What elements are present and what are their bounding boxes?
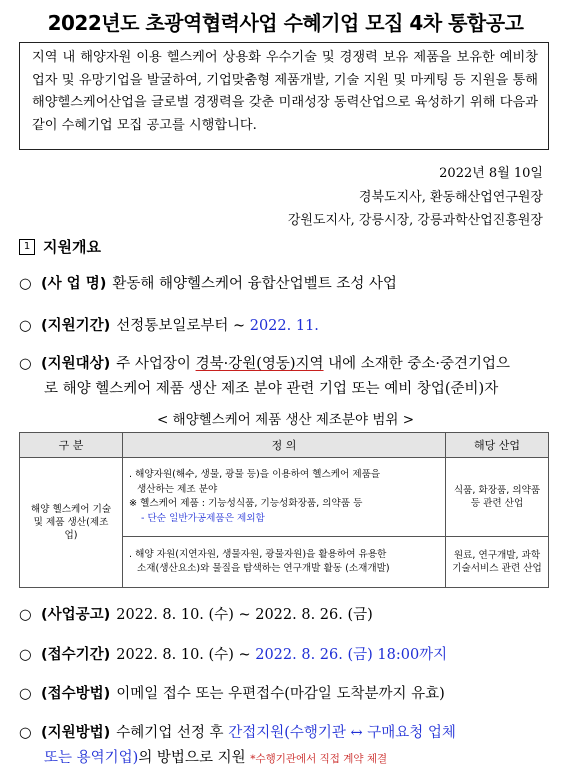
item-value-highlight: 간접지원(수행기관 ↔ 구매요청 업체	[228, 725, 456, 741]
item-key: (접수기간)	[41, 647, 111, 663]
circle-bullet-icon: ○	[19, 686, 32, 702]
table-industry-cell: 식품, 화장품, 의약품 등 관련 산업	[446, 458, 549, 537]
item-value: 이메일 접수 또는 우편접수(마감일 도착분까지 유효)	[116, 686, 445, 702]
circle-bullet-icon: ○	[19, 276, 32, 292]
item-support-method-line2	[44, 746, 387, 767]
item-project	[19, 272, 397, 293]
scope-table	[19, 432, 549, 588]
item-key: (사업공고)	[41, 607, 111, 623]
item-value-highlight: 2022. 8. 26. (금) 18:00까지	[255, 647, 448, 663]
circle-bullet-icon: ○	[19, 356, 32, 372]
item-target-line2: 로 해양 헬스케어 제품 생산 제조 분야 관련 기업 또는 예비 창업(준비)자	[44, 381, 499, 397]
support-note: *수행기관에서 직접 계약 체결	[250, 753, 388, 765]
table-header: 해당 산업	[446, 433, 549, 458]
item-key: (사 업 명)	[41, 276, 107, 292]
item-value: 선정통보일로부터 ~	[116, 318, 250, 334]
circle-bullet-icon: ○	[19, 318, 32, 334]
item-key: (지원기간)	[41, 318, 111, 334]
item-value: 2022. 8. 10. (수) ~	[116, 647, 256, 663]
table-industry-cell: 원료, 연구개발, 과학기술서비스 관련 산업	[446, 537, 549, 588]
item-target	[19, 352, 510, 373]
item-value: 2022. 8. 10. (수) ~ 2022. 8. 26. (금)	[116, 607, 373, 623]
table-header: 구 분	[20, 433, 123, 458]
table-definition-cell	[123, 537, 446, 588]
item-period	[19, 314, 319, 335]
circle-bullet-icon: ○	[19, 647, 32, 663]
item-receipt-method	[19, 682, 445, 703]
item-key: (접수방법)	[41, 686, 111, 702]
item-value: 주 사업장이	[116, 356, 196, 372]
item-support-method	[19, 721, 456, 742]
section-heading	[19, 236, 101, 257]
section-title: 지원개요	[43, 238, 101, 256]
issuer-line-2: 강원도지사, 강릉시장, 강릉과학산업진흥원장	[287, 213, 543, 228]
definition-line: . 해양 자원(지연자원, 생물자원, 광물자원)을 활용하여 유용한	[129, 548, 387, 560]
item-announce	[19, 603, 373, 624]
table-category-cell: 해양 헬스케어 기술 및 제품 생산(제조업)	[20, 458, 123, 588]
item-value-highlight: 또는 용역기업)	[44, 750, 139, 766]
definition-exclusion: - 단순 일반가공제품은 제외함	[141, 512, 265, 524]
table-caption: < 해양헬스케어 제품 생산 제조분야 범위 >	[156, 412, 415, 428]
page-title: 2022년도 초광역협력사업 수혜기업 모집 4차 통합공고	[47, 11, 524, 35]
section-number-box: 1	[19, 239, 35, 255]
item-key: (지원방법)	[41, 725, 111, 741]
issuer-line-1: 경북도지사, 환동해산업연구원장	[358, 190, 543, 205]
circle-bullet-icon: ○	[19, 607, 32, 623]
definition-line: . 해양자원(해수, 생물, 광물 등)을 이용하여 헬스케어 제품을	[129, 469, 381, 480]
table-row	[20, 458, 549, 537]
definition-line: 생산하는 제조 분야	[137, 483, 218, 495]
target-region: 경북·강원(영동)지역	[195, 356, 324, 372]
circle-bullet-icon: ○	[19, 725, 32, 741]
definition-note: ※ 헬스케어 제품 : 기능성식품, 기능성화장품, 의약품 등	[129, 498, 363, 509]
item-value: 환동해 해양헬스케어 융합산업벨트 조성 사업	[112, 276, 397, 292]
item-value: 의 방법으로 지원	[138, 750, 251, 766]
intro-box: 지역 내 해양자원 이용 헬스케어 상용화 우수기술 및 경쟁력 보유 제품을 보유한 예비창업자 및 유망기업을 발굴하여, 기업맞춤형 제품개발, 기술 지원 및 마케팅 등 지원을 통해 해양헬스케어산업을 글로벌 경쟁력을 갖춘 미래성장 동력산업으로 육성하기 위해 다음과 같이 수혜기업 모집 공고를 시행합니다.	[19, 42, 549, 150]
announcement-date: 2022년 8월 10일	[439, 166, 543, 181]
item-key: (지원대상)	[41, 356, 111, 372]
table-header: 정 의	[123, 433, 446, 458]
item-value: 내에 소재한 중소·중견기업으	[323, 356, 511, 372]
item-value-highlight: 2022. 11.	[249, 318, 319, 334]
item-receipt-period	[19, 643, 447, 664]
item-value: 수혜기업 선정 후	[116, 725, 229, 741]
table-definition-cell	[123, 458, 446, 537]
table-header-row	[20, 433, 549, 458]
definition-line: 소재(생산요소)와 물질을 탐색하는 연구개발 활동 (소재개발)	[137, 563, 390, 574]
